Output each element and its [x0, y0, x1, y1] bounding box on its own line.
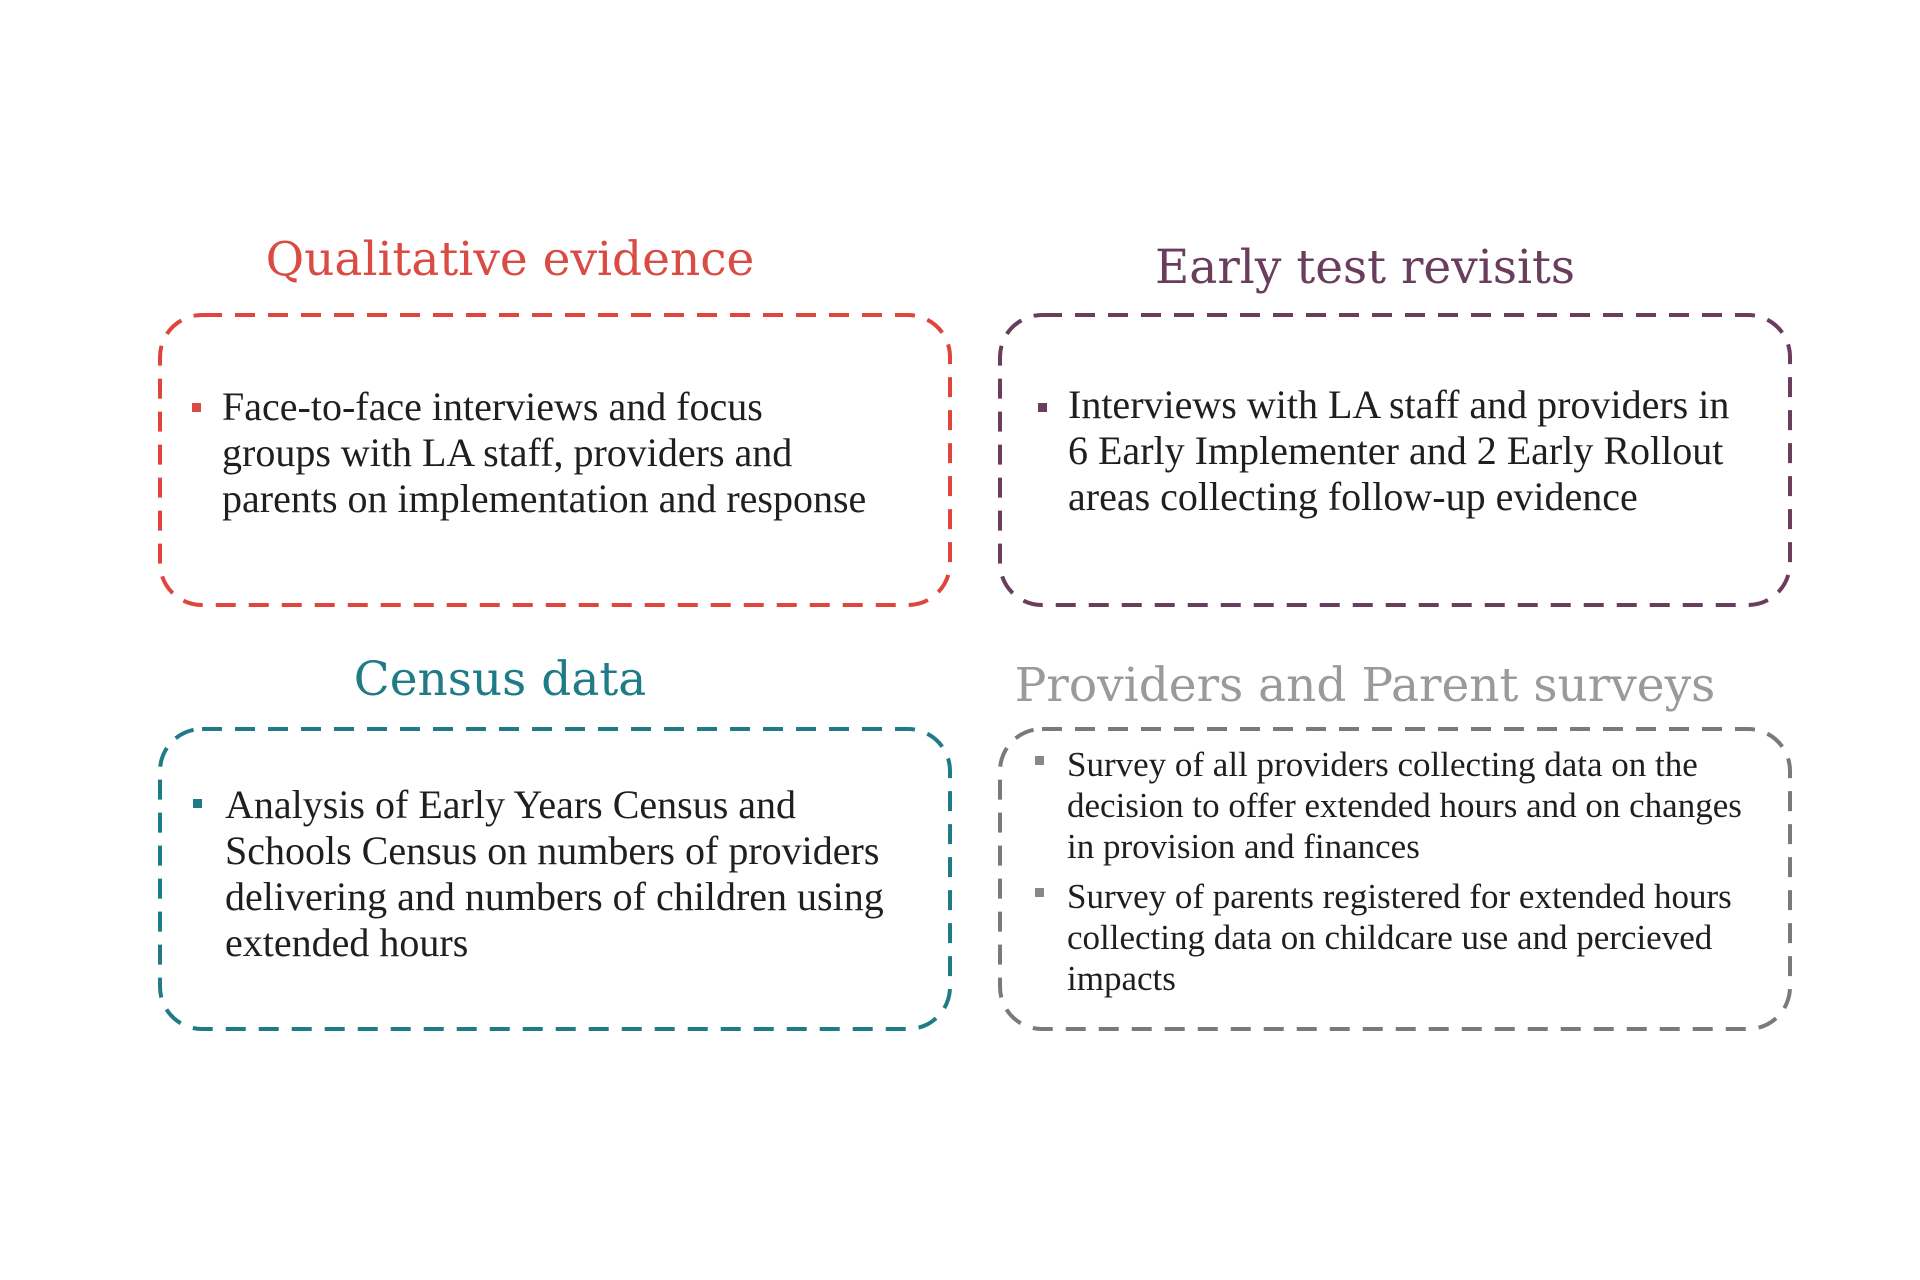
early-test-revisits-panel	[995, 232, 1795, 612]
list-item	[1067, 876, 1767, 999]
list-item	[1067, 744, 1767, 867]
providers-parent-surveys-panel	[995, 652, 1795, 1032]
list-item	[225, 782, 905, 966]
bullet-text: Interviews with LA staff and providers in 6 Early Implementer and 2 Early Rollout areas collecting follow-up evidence	[1068, 382, 1730, 519]
square-bullet-icon	[1035, 888, 1044, 897]
bullet-text: Survey of parents registered for extended hours collecting data on childcare use and percieved impacts	[1067, 877, 1732, 998]
census-data-panel	[155, 652, 955, 1032]
panel-title: Census data	[353, 652, 647, 707]
list-item	[1068, 382, 1758, 520]
panel-title: Early test revisits	[1155, 240, 1575, 295]
panel-title: Qualitative evidence	[265, 232, 755, 287]
bullet-text: Survey of all providers collecting data on the decision to offer extended hours and on changes in provision and finances	[1067, 745, 1742, 866]
square-bullet-icon	[193, 799, 202, 808]
square-bullet-icon	[1038, 403, 1047, 412]
bullet-list	[225, 782, 905, 966]
panel-title: Providers and Parent surveys	[1014, 658, 1716, 713]
bullet-list	[1068, 382, 1758, 520]
qualitative-evidence-panel	[155, 232, 955, 612]
bullet-list	[222, 384, 872, 522]
bullet-list	[1067, 744, 1767, 999]
list-item	[222, 384, 872, 522]
bullet-text: Analysis of Early Years Census and Schools Census on numbers of providers delivering and numbers of children using extended hours	[225, 782, 884, 965]
square-bullet-icon	[1035, 756, 1044, 765]
bullet-text: Face-to-face interviews and focus groups with LA staff, providers and parents on implementation and response	[222, 384, 867, 521]
square-bullet-icon	[192, 403, 201, 412]
